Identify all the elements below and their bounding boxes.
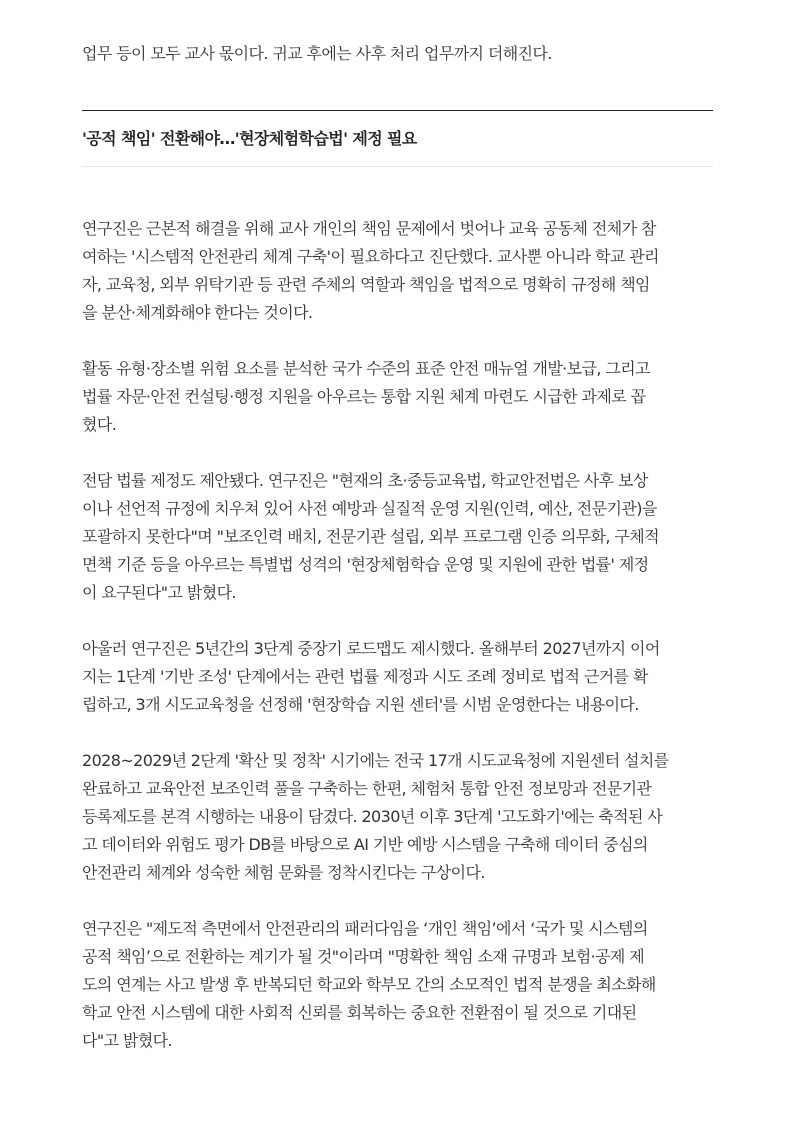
- section-subheading: '공적 책임' 전환해야…'현장체험학습법' 제정 필요: [82, 129, 417, 148]
- intro-line: 업무 등이 모두 교사 몫이다. 귀교 후에는 사후 처리 업무까지 더해진다.: [82, 44, 552, 63]
- paragraph-line: 안전관리 체계와 성숙한 체험 문화를 정착시킨다는 구상이다.: [82, 863, 485, 882]
- paragraph-line: 도의 연계는 사고 발생 후 반복되던 학교와 학부모 간의 소모적인 법적 분쟁을 최소화해: [82, 975, 656, 994]
- paragraph-6: [82, 915, 713, 1055]
- paragraph-line: 연구진은 근본적 해결을 위해 교사 개인의 책임 문제에서 벗어나 교육 공동체 전체가 참: [82, 219, 656, 238]
- paragraph-line: 학교 안전 시스템에 대한 사회적 신뢰를 회복하는 중요한 전환점이 될 것으로 기대된: [82, 1003, 637, 1022]
- paragraph-line: 고 데이터와 위험도 평가 DB를 바탕으로 AI 기반 예방 시스템을 구축해 데이터 중심의: [82, 835, 648, 854]
- paragraph-2: [82, 355, 713, 439]
- paragraph-line: 면책 기준 등을 아우르는 특별법 성격의 '현장체험학습 운영 및 지원에 관한 법률' 제정: [82, 555, 649, 574]
- paragraph-5: [82, 747, 713, 887]
- paragraph-line: 활동 유형·장소별 위험 요소를 분석한 국가 수준의 표준 안전 매뉴얼 개발·보급, 그리고: [82, 359, 650, 378]
- paragraph-line: 이 요구된다"고 밝혔다.: [82, 583, 236, 602]
- paragraph-line: 등록제도를 본격 시행하는 내용이 담겼다. 2030년 이후 3단계 '고도화기'에는 축적된 사: [82, 807, 663, 826]
- paragraph-line: 혔다.: [82, 415, 117, 434]
- paragraph-line: 법률 자문·안전 컨설팅·행정 지원을 아우르는 통합 지원 체계 마련도 시급한 과제로 꼽: [82, 387, 646, 406]
- paragraph-1: [82, 215, 713, 327]
- paragraph-line: 립하고, 3개 시도교육청을 선정해 '현장학습 지원 센터'를 시범 운영한다는 내용이다.: [82, 695, 639, 714]
- paragraph-4: [82, 635, 713, 719]
- paragraph-line: 공적 책임’으로 전환하는 계기가 될 것"이라며 "명확한 책임 소재 규명과 보험·공제 제: [82, 947, 645, 966]
- paragraph-line: 여하는 '시스템적 안전관리 체계 구축'이 필요하다고 진단했다. 교사뿐 아니라 학교 관리: [82, 247, 659, 266]
- paragraph-line: 전담 법률 제정도 제안됐다. 연구진은 "현재의 초·중등교육법, 학교안전법은 사후 보상: [82, 471, 648, 490]
- paragraph-line: 자, 교육청, 외부 위탁기관 등 관련 주체의 역할과 책임을 법적으로 명확히 규정해 책임: [82, 275, 650, 294]
- article-body: [82, 38, 713, 1055]
- paragraph-line: 완료하고 교육안전 보조인력 풀을 구축하는 한편, 체험처 통합 안전 정보망과 전문기관: [82, 779, 652, 798]
- paragraph-line: 아울러 연구진은 5년간의 3단계 중장기 로드맵도 제시했다. 올해부터 2027년까지 이어: [82, 639, 660, 658]
- paragraph-line: 포괄하지 못한다"며 "보조인력 배치, 전문기관 설립, 외부 프로그램 인증 의무화, 구체적: [82, 527, 659, 546]
- paragraph-line: 2028~2029년 2단계 '확산 및 정착' 시기에는 전국 17개 시도교육청에 지원센터 설치를: [82, 751, 669, 770]
- paragraph-line: 지는 1단계 '기반 조성' 단계에서는 관련 법률 제정과 시도 조례 정비로 법적 근거를 확: [82, 667, 648, 686]
- paragraph-line: 이나 선언적 규정에 치우쳐 있어 사전 예방과 실질적 운영 지원(인력, 예산, 전문기관)을: [82, 499, 657, 518]
- paragraph-line: 다"고 밝혔다.: [82, 1031, 173, 1050]
- paragraph-line: 연구진은 "제도적 측면에서 안전관리의 패러다임을 ‘개인 책임’에서 ‘국가 및 시스템의: [82, 919, 648, 938]
- paragraph-3: [82, 467, 713, 607]
- section-divider-bottom: [82, 166, 713, 167]
- paragraph-line: 을 분산·체계화해야 한다는 것이다.: [82, 303, 313, 322]
